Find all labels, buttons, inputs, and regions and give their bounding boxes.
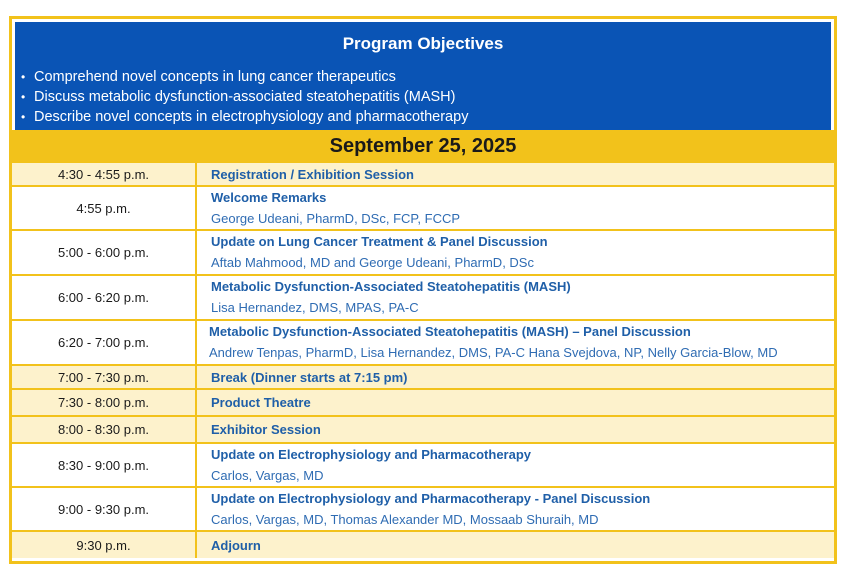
objectives-title: Program Objectives [342, 34, 504, 53]
bullet-icon: • [21, 70, 26, 84]
objectives-panel [15, 22, 831, 130]
objective-item: • Discuss metabolic dysfunction-associated steatohepatitis (MASH) [21, 89, 456, 105]
session-title: Break (Dinner starts at 7:15 pm) [211, 369, 408, 385]
session-speakers: Aftab Mahmood, MD and George Udeani, PharmD, DSc [211, 255, 534, 270]
session-title: Metabolic Dysfunction-Associated Steatohepatitis (MASH) – Panel Discussion [209, 324, 691, 339]
session-title: Update on Electrophysiology and Pharmacotherapy [211, 447, 532, 462]
schedule-row [12, 417, 834, 444]
session-time: 8:30 - 9:00 p.m. [12, 444, 197, 486]
session-title: Metabolic Dysfunction-Associated Steatohepatitis (MASH) [211, 279, 571, 294]
session-time: 6:00 - 6:20 p.m. [12, 276, 197, 319]
schedule-row [12, 444, 834, 488]
schedule-row [12, 231, 834, 276]
schedule-row [12, 163, 834, 187]
session-time: 7:00 - 7:30 p.m. [12, 366, 197, 388]
schedule-row [12, 390, 834, 417]
schedule-row [12, 321, 834, 366]
objectives-list [21, 67, 468, 127]
program-frame [9, 16, 837, 564]
objective-item: • Comprehend novel concepts in lung cancer therapeutics [21, 69, 396, 85]
session-title: Registration / Exhibition Session [211, 166, 414, 182]
session-speakers: Lisa Hernandez, DMS, MPAS, PA-C [211, 300, 419, 315]
session-time: 4:30 - 4:55 p.m. [12, 163, 197, 185]
session-title: Exhibitor Session [211, 422, 321, 437]
session-title: Update on Electrophysiology and Pharmacotherapy - Panel Discussion [211, 491, 651, 506]
session-time: 6:20 - 7:00 p.m. [12, 321, 197, 364]
session-time: 7:30 - 8:00 p.m. [12, 390, 197, 415]
session-time: 9:30 p.m. [12, 532, 197, 558]
session-title: Product Theatre [211, 395, 311, 410]
session-time: 4:55 p.m. [12, 187, 197, 229]
session-speakers: George Udeani, PharmD, DSc, FCP, FCCP [211, 211, 461, 226]
schedule-row [12, 488, 834, 532]
session-time: 8:00 - 8:30 p.m. [12, 417, 197, 442]
session-title: Welcome Remarks [211, 190, 327, 205]
schedule-table [12, 163, 834, 558]
schedule-row [12, 532, 834, 558]
session-time: 5:00 - 6:00 p.m. [12, 231, 197, 274]
schedule-row [12, 366, 834, 390]
bullet-icon: • [21, 90, 26, 104]
objective-item: • Describe novel concepts in electrophysiology and pharmacotherapy [21, 109, 469, 125]
session-title: Adjourn [211, 537, 261, 553]
session-speakers: Andrew Tenpas, PharmD, Lisa Hernandez, DMS, PA-C Hana Svejdova, NP, Nelly Garcia-Blow, MD [209, 345, 778, 360]
session-time: 9:00 - 9:30 p.m. [12, 488, 197, 530]
session-title: Update on Lung Cancer Treatment & Panel Discussion [211, 234, 548, 249]
schedule-row [12, 187, 834, 231]
session-speakers: Carlos, Vargas, MD [211, 468, 324, 483]
bullet-icon: • [21, 110, 26, 124]
schedule-row [12, 276, 834, 321]
event-date: September 25, 2025 [12, 130, 834, 163]
session-speakers: Carlos, Vargas, MD, Thomas Alexander MD, Mossaab Shuraih, MD [211, 512, 599, 527]
